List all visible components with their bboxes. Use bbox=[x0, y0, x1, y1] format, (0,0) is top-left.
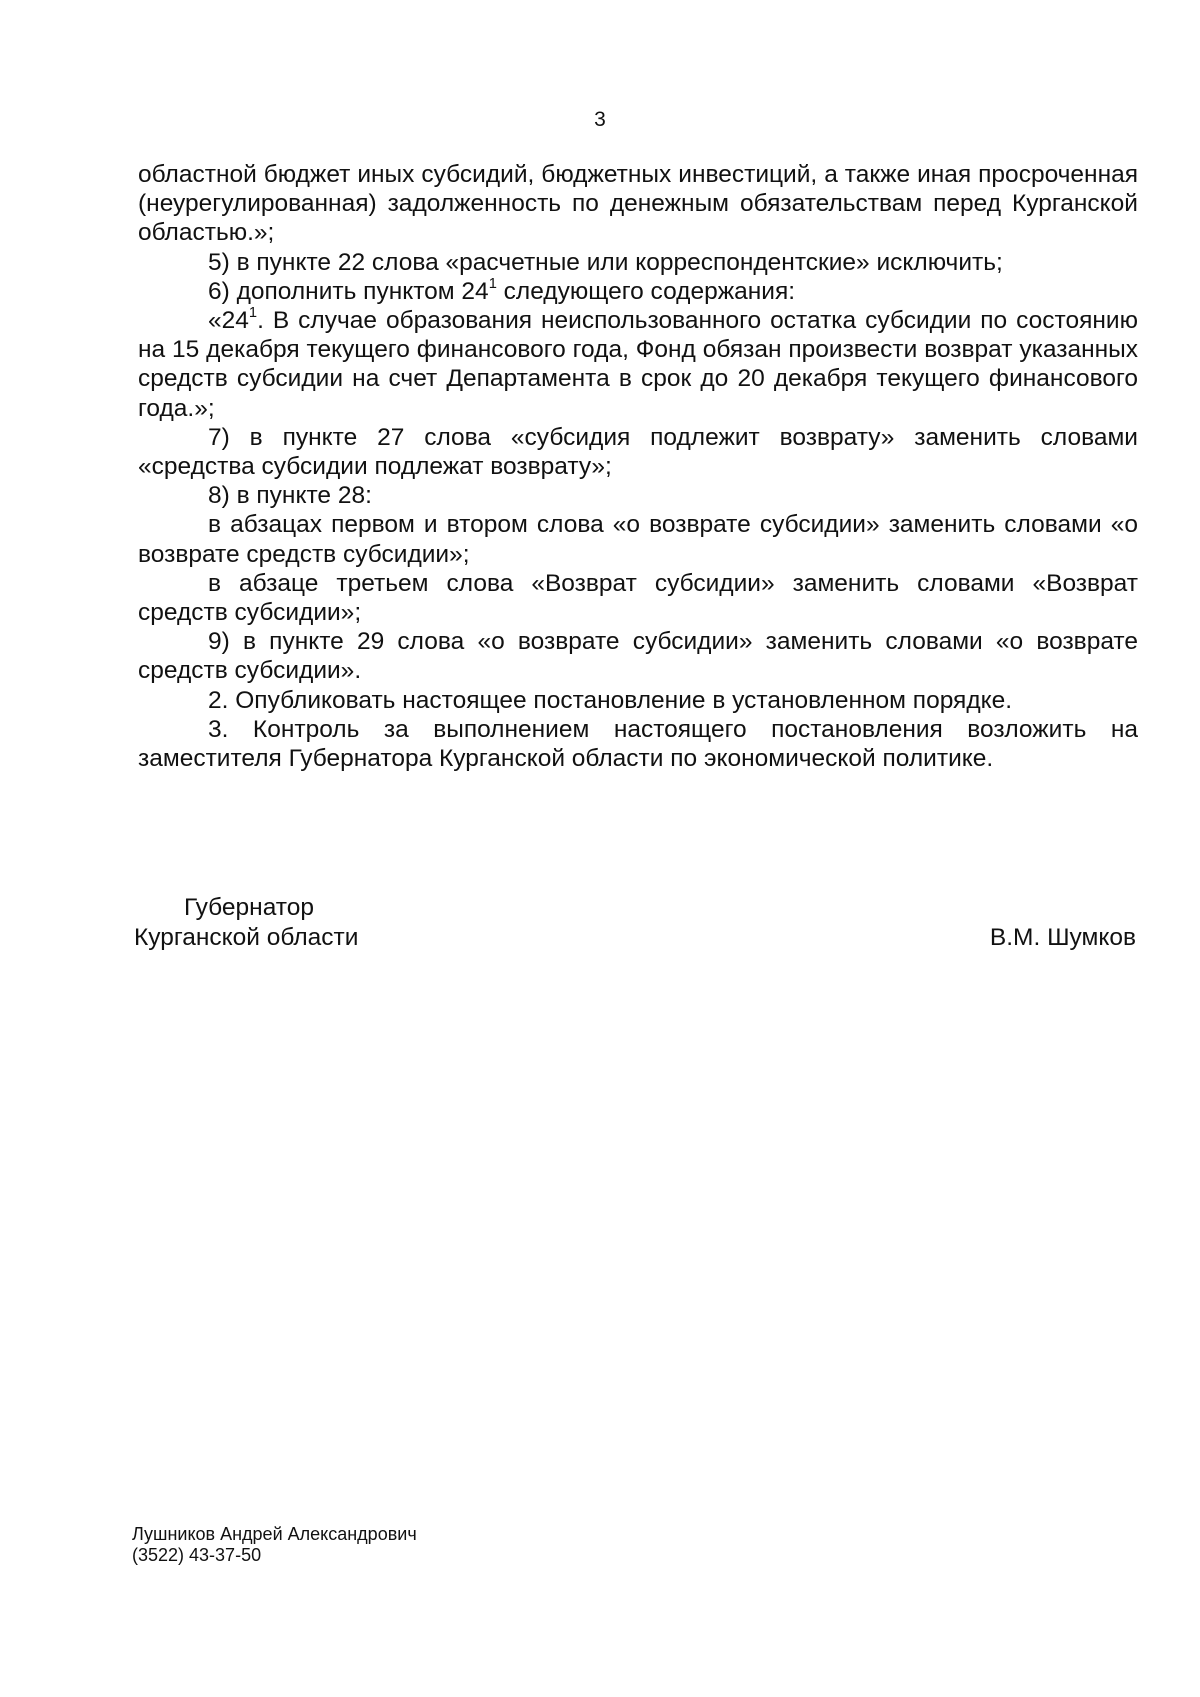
text-run: областной бюджет иных субсидий, бюджетных инвестиций, а также иная просроченная (неурегулированная) задолженность по денежным обязательствам перед Курганской областью.»; bbox=[138, 161, 1138, 247]
text-run: «24 bbox=[208, 307, 249, 335]
contact-block bbox=[132, 1524, 417, 1566]
paragraph-continuation bbox=[138, 160, 1138, 248]
superscript: 1 bbox=[248, 305, 258, 321]
text-run: в абзаце третьем слова «Возврат субсидии» заменить словами «Возврат средств субсидии»; bbox=[138, 569, 1138, 627]
signatory-title bbox=[134, 893, 358, 953]
text-run: 6) дополнить пунктом 24 bbox=[208, 277, 489, 305]
text-run: 2. Опубликовать настоящее постановление в установленном порядке. bbox=[208, 686, 1013, 714]
superscript: 1 bbox=[488, 275, 497, 292]
text-run: 5) в пункте 22 слова «расчетные или корреспондентские» исключить; bbox=[208, 248, 1003, 276]
paragraph-item-7 bbox=[138, 423, 1138, 481]
paragraph-item-8-b bbox=[138, 569, 1138, 627]
text-run: . В случае образования неиспользованного остатка субсидии по состоянию на 15 декабря текущего финансового года, Фонд обязан произвести возврат указанных средств субсидии на счет Департамента в срок до 20 декабря текущего финансового года.»; bbox=[138, 307, 1138, 422]
paragraph-point-2 bbox=[138, 686, 1138, 715]
text-run: 7) в пункте 27 слова «субсидия подлежит возврату» заменить словами «средства субсидии подлежат возврату»; bbox=[138, 423, 1138, 481]
document-body bbox=[138, 160, 1138, 773]
contact-phone: (3522) 43-37-50 bbox=[132, 1545, 262, 1565]
paragraph-item-8-a bbox=[138, 510, 1138, 568]
paragraph-point-3 bbox=[138, 715, 1138, 773]
signatory-title-line-2: Курганской области bbox=[134, 924, 359, 951]
text-run: в абзацах первом и втором слова «о возврате субсидии» заменить словами «о возврате средств субсидии»; bbox=[138, 511, 1138, 568]
text-run: 8) в пункте 28: bbox=[208, 482, 372, 510]
paragraph-item-8 bbox=[138, 481, 1138, 510]
paragraph-item-6 bbox=[138, 277, 1138, 306]
signatory-name: В.М. Шумков bbox=[989, 924, 1136, 951]
text-run: 9) в пункте 29 слова «о возврате субсидии» заменить словами «о возврате средств субсидии». bbox=[138, 628, 1138, 685]
contact-name: Лушников Андрей Александрович bbox=[132, 1524, 417, 1544]
paragraph-item-5 bbox=[138, 248, 1138, 277]
signatory-title-line-1: Губернатор bbox=[184, 894, 314, 921]
text-run: 3. Контроль за выполнением настоящего постановления возложить на заместителя Губернатора Курганской области по экономической политике. bbox=[138, 715, 1138, 773]
paragraph-new-point-24-1 bbox=[138, 306, 1138, 423]
page-number: 3 bbox=[594, 108, 606, 131]
text-run: следующего содержания: bbox=[496, 277, 796, 305]
paragraph-item-9 bbox=[138, 627, 1138, 685]
